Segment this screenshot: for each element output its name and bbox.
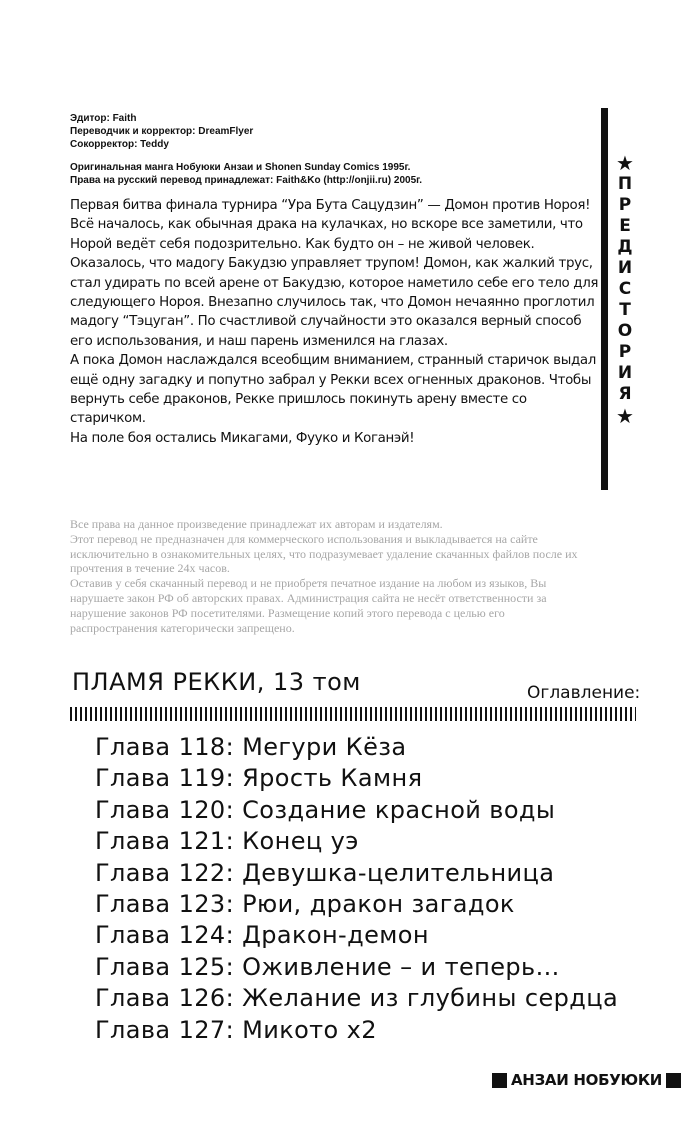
side-label-letter: И	[617, 363, 633, 383]
volume-title: ПЛАМЯ РЕККИ, 13 том	[72, 668, 361, 696]
chapter-item: Глава 118: Мегури Кёза	[95, 733, 407, 761]
story-paragraph-3: На поле боя остались Микагами, Фууко и Коганэй!	[70, 430, 415, 446]
side-label-letter: П	[617, 174, 633, 194]
side-label-letter: Р	[618, 195, 632, 215]
copyright-notice	[70, 517, 590, 635]
chapter-item: Глава 123: Рюи, дракон загадок	[95, 890, 515, 919]
side-label-letter: Е	[619, 216, 631, 236]
square-icon	[492, 1073, 507, 1088]
credit-original: Оригинальная манга Нобуюки Анзаи и Shonen Sunday Comics 1995г.	[70, 162, 411, 173]
chapter-item: Глава 119: Ярость Камня	[95, 764, 423, 793]
chapter-list	[95, 732, 655, 1046]
author-credit	[492, 1070, 681, 1090]
decorative-ruler	[70, 707, 636, 721]
star-icon: ★	[616, 404, 634, 428]
story-paragraph-2: А пока Домон наслаждался всеобщим вниманием, странный старичок выдал ещё одну загадку и попутно забрал у Рекки всех огненных драконов. Чтобы вернуть себе драконов, Рекке пришлось покинуть арену вместе со старичком.	[70, 353, 596, 427]
credit-rights: Права на русский перевод принадлежат: Faith&Ko (http://onjii.ru) 2005г.	[70, 175, 423, 186]
star-icon: ★	[616, 151, 634, 175]
chapter-item: Глава 126: Желание из глубины сердца	[95, 984, 619, 1013]
chapter-item: Глава 127: Микото х2	[95, 1015, 377, 1044]
credit-translator: Переводчик и корректор: DreamFlyer	[70, 126, 254, 137]
notice-line-3: Оставив у себя скачанный перевод и не приобретя печатное издание на любом из языков, Вы нарушаете закон РФ об авторских правах. Администрация сайта не несёт ответственности за нарушение законов РФ посетителями. Размещение копий этого перевода с целью его распространения категорически запрещено.	[70, 576, 547, 635]
credit-co-corrector: Сокорректор: Teddy	[70, 139, 169, 150]
side-label-letter: Я	[618, 384, 632, 404]
credit-editor: Эдитор: Faith	[70, 113, 137, 124]
side-label-letter: Р	[618, 342, 632, 362]
chapter-item: Глава 125: Оживление – и теперь...	[95, 952, 560, 981]
story-summary	[70, 196, 600, 448]
notice-line-2: Этот перевод не предназначен для коммерческого использования и выкладывается на сайте исключительно в ознакомительных целях, что подразумевает удаление скачанных файлов после их прочтения в течение 24х часов.	[70, 531, 578, 576]
credits-block	[70, 112, 530, 187]
side-label-letter: Д	[617, 237, 633, 257]
story-paragraph-1: Первая битва финала турнира “Ура Бута Сацудзин” — Домон против Нороя! Всё началось, как обычная драка на кулачках, но вскоре все заметили, что Норой ведёт себя подозрительно. Как будто он – не живой человек. Оказалось, что мадогу Бакудзю управляет трупом! Домон, как жалкий трус, стал удирать по всей арене от Бакудзю, которое наметило себе его тело для следующего Нороя. Внезапно случилось так, что Домон нечаянно проглотил мадогу “Тэцуган”. По счастливой случайности это оказался верный способ его использования, и наш парень изменился на глазах.	[70, 198, 599, 349]
side-label-letter: С	[618, 279, 632, 299]
chapter-item: Глава 124: Дракон-демон	[95, 921, 429, 950]
side-label-letter: И	[617, 258, 633, 278]
notice-line-1: Все права на данное произведение принадлежат их авторам и издателям.	[70, 517, 443, 531]
chapter-item: Глава 121: Конец уэ	[95, 827, 359, 856]
side-divider-bar	[601, 108, 608, 490]
square-icon	[666, 1073, 681, 1088]
chapter-item: Глава 120: Создание красной воды	[95, 795, 556, 824]
side-label-letter: О	[617, 321, 633, 341]
chapter-item: Глава 122: Девушка-целительница	[95, 858, 555, 887]
toc-label: Оглавление:	[527, 683, 641, 703]
side-label-letter: Т	[619, 300, 631, 320]
author-name: АНЗАИ НОБУЮКИ	[511, 1071, 663, 1089]
side-label-prehistory	[611, 152, 639, 427]
